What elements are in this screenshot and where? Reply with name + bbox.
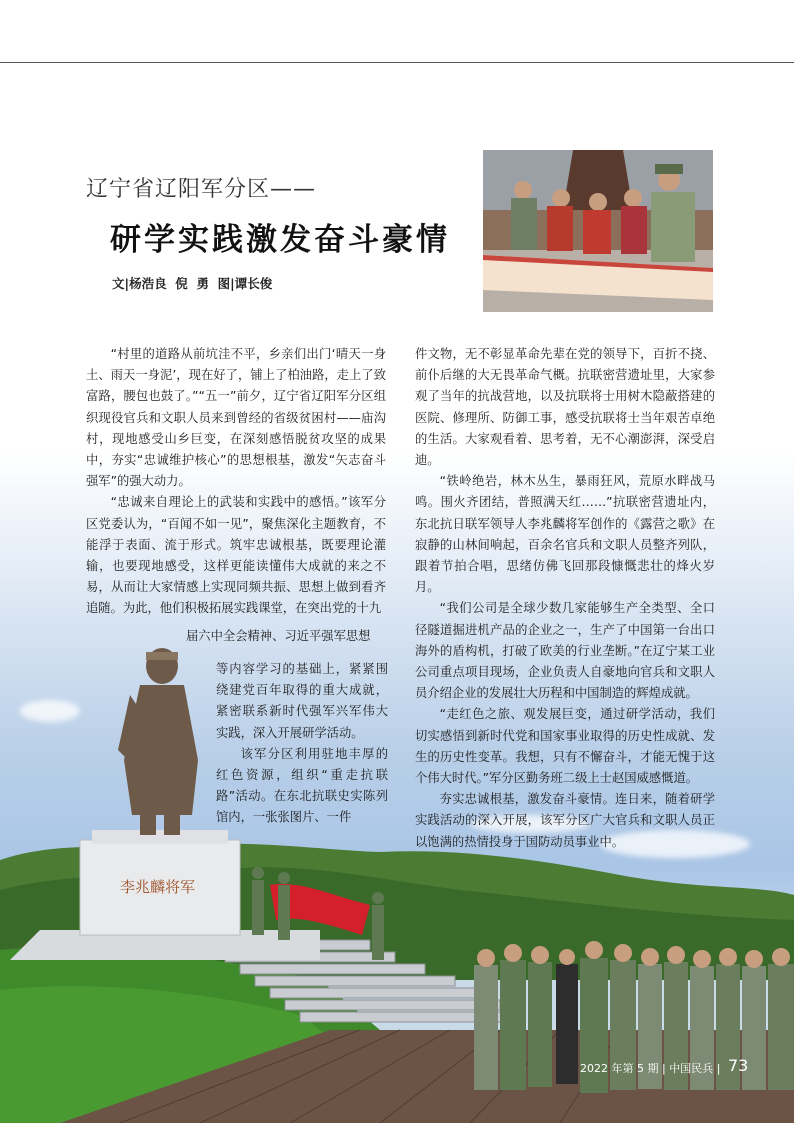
paragraph: “走红色之旅、观发展巨变，通过研学活动，我们切实感悟到新时代党和国家事业取得的历史性成就、发生的历史性变革。我想，只有不懈奋斗，才能无愧于这个伟大时代。”军分区勤务班二级上士赵国威感慨道。 [415,707,715,786]
issue-label: 2022 年第 5 期 [580,1062,659,1075]
body-column-left [86,344,386,620]
byline: 文|杨浩良 倪 勇 图|谭长俊 [112,276,273,291]
page-footer: 2022 年第 5 期 | 中国民兵 | [580,1062,721,1075]
article-kicker: 辽宁省辽阳军分区—— [86,177,317,202]
paragraph: 等内容学习的基础上，紧紧围绕建党百年取得的重大成就，紧密联系新时代强军兴军伟大实践，深入开展研学活动。 [216,662,388,740]
header-rule [0,62,794,63]
page-number: 73 [728,1056,749,1075]
article-title: 研学实践激发奋斗豪情 [110,222,450,258]
magazine-name: 中国民兵 [669,1062,714,1075]
paragraph: 夯实忠诚根基，激发奋斗豪情。连日来，随着研学实践活动的深入开展，该军分区广大官兵和文职人员正以饱满的热情投身于国防动员事业中。 [415,792,715,849]
top-photo [483,150,713,312]
paragraph: “铁岭绝岩，林木丛生，暴雨狂风，荒原水畔战马鸣。围火齐团结，普照满天红……”抗联密营遗址内，东北抗日联军领导人李兆麟将军创作的《露营之歌》在寂静的山林间响起，百余名官兵和文职人员整齐列队，跟着节拍合唱，思绪仿佛飞回那段慷慨悲壮的烽火岁月。 [415,474,715,595]
paragraph: “我们公司是全球少数几家能够生产全类型、全口径隧道掘进机产品的企业之一，生产了中国第一台出口海外的盾构机，打破了欧美的行业垄断。”在辽宁某工业公司重点项目现场，企业负责人自豪地向官兵和文职人员介绍企业的发展壮大历程和中国制造的辉煌成就。 [415,601,715,701]
paragraph: 件文物，无不彰显革命先辈在党的领导下，百折不挠、前仆后继的大无畏革命气概。抗联密营遗址里，大家参观了当年的抗战营地，以及抗联将士用树木隐蔽搭建的医院、修理所、防御工事，感受抗联将士当年艰苦卓绝的生活。大家观看着、思考着，无不心潮澎湃，深受启迪。 [415,347,715,468]
paragraph: “忠诚来自理论上的武装和实践中的感悟。”该军分区党委认为，“百闻不如一见”，聚焦深化主题教育，不能浮于表面、流于形式。筑牢忠诚根基，既要理论灌输，也要现地感受，这样更能读懂伟大成就的来之不易，从而让大家情感上实现同频共振、思想上做到看齐追随。为此，他们积极拓展实践课堂，在突出党的十九 [86,495,386,616]
body-column-right [415,344,715,853]
paragraph: 届六中全会精神、习近平强军思想 [186,629,371,643]
paragraph: “村里的道路从前坑洼不平，乡亲们出门‘晴天一身土、雨天一身泥’，现在好了，铺上了柏油路，走上了致富路，腰包也鼓了。”“五一”前夕，辽宁省辽阳军分区组织现役官兵和文职人员来到曾经的省级贫困村——庙沟村，现地感受山乡巨变，在深刻感悟脱贫攻坚的成果中，夯实“忠诚维护核心”的思想根基，激发“矢志奋斗强军”的强大动力。 [86,347,386,489]
svg-text:李兆麟将军: 李兆麟将军 [120,878,196,896]
paragraph: 该军分区利用驻地丰厚的红色资源，组织“重走抗联路”活动。在东北抗联史实陈列馆内，一张张图片、一件 [216,746,388,825]
body-column-left-wrap [216,659,388,829]
body-column-left-narrow [186,626,388,647]
